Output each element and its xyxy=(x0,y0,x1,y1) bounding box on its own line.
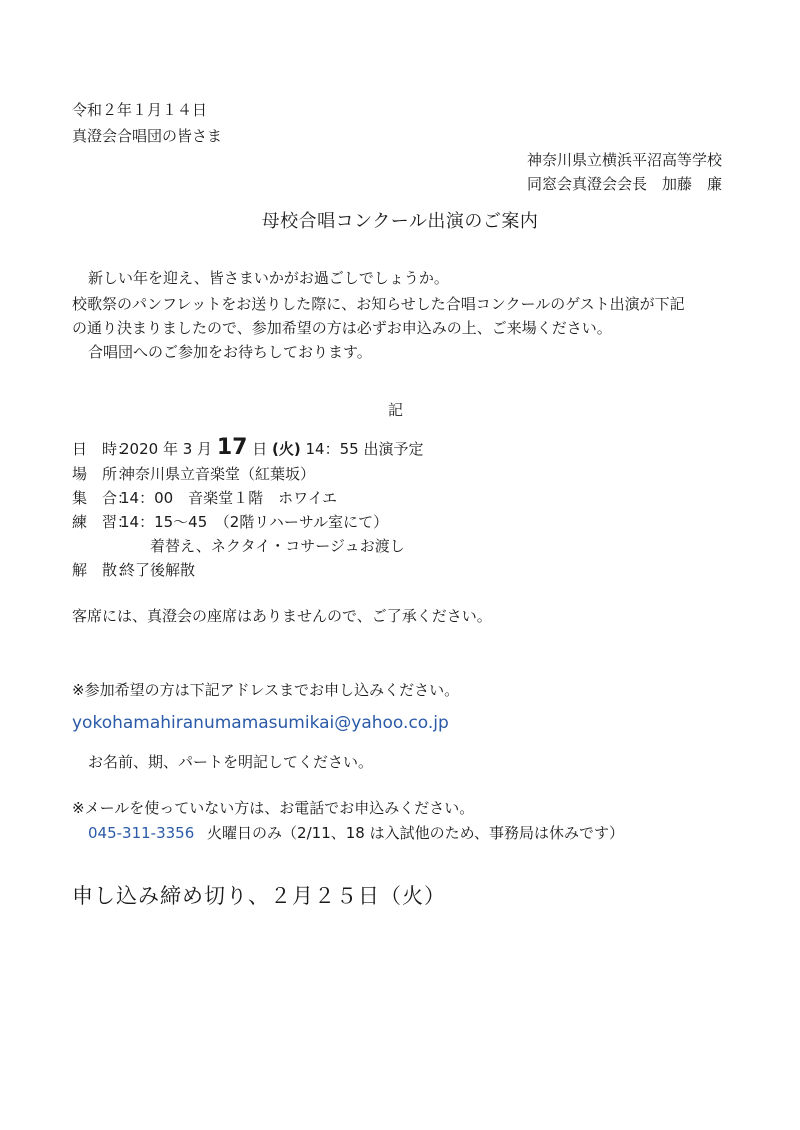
email-link[interactable]: yokohamahiranumamasumikai@yahoo.co.jp xyxy=(72,713,449,733)
body-line-1: 新しい年を迎え、皆さまいかがお過ごしでしょうか。 xyxy=(88,269,449,287)
detail-datetime-mid: 日 xyxy=(252,440,268,458)
seating-note: 客席には、真澄会の座席はありませんので、ご了承ください。 xyxy=(72,607,492,625)
detail-rehearsal xyxy=(72,512,388,532)
detail-place xyxy=(72,464,315,484)
apply-note: ※参加希望の方は下記アドレスまでお申し込みください。 xyxy=(72,681,460,699)
detail-rehearsal-value: 14：15～45 （2階リハーサル室にて） xyxy=(120,513,389,531)
detail-datetime-suffix: 14：55 出演予定 xyxy=(305,440,424,458)
detail-dismissal xyxy=(72,560,195,580)
ki-heading: 記 xyxy=(388,401,404,419)
phone-hours: 火曜日のみ（2/11、18 は入試他のため、事務局は休みです） xyxy=(207,824,624,842)
sender-school: 神奈川県立横浜平沼高等学校 xyxy=(526,151,722,169)
body-line-4: 合唱団へのご参加をお待ちしております。 xyxy=(88,343,372,361)
detail-assembly-label: 集 合： xyxy=(72,489,133,507)
body-line-2: 校歌祭のパンフレットをお送りした際に、お知らせした合唱コンクールのゲスト出演が下記 xyxy=(72,295,685,313)
detail-datetime-label: 日 時： xyxy=(72,440,133,458)
phone-line xyxy=(88,823,624,843)
deadline: 申し込み締め切り、２月２５日（火） xyxy=(72,884,446,908)
page-title: 母校合唱コンクール出演のご案内 xyxy=(261,211,539,232)
detail-datetime xyxy=(72,435,424,460)
name-note: お名前、期、パートを明記してください。 xyxy=(88,753,374,771)
addressee: 真澄会合唱団の皆さま xyxy=(72,127,223,145)
detail-dismissal-label: 解 散： xyxy=(72,561,133,579)
sender-role: 同窓会真澄会会長 加藤 廉 xyxy=(526,175,722,193)
detail-datetime-weekday: (火) xyxy=(272,440,301,458)
phone-number[interactable]: 045-311-3356 xyxy=(88,824,195,842)
detail-assembly-value: 14：00 音楽堂１階 ホワイエ xyxy=(120,489,338,507)
detail-place-label: 場 所： xyxy=(72,465,133,483)
detail-rehearsal-note: 着替え、ネクタイ・コサージュお渡し xyxy=(150,537,405,555)
detail-place-value: 神奈川県立音楽堂（紅葉坂） xyxy=(120,465,316,483)
detail-rehearsal-label: 練 習： xyxy=(72,513,133,531)
detail-assembly xyxy=(72,488,337,508)
body-line-3: の通り決まりましたので、参加希望の方は必ずお申込みの上、ご来場ください。 xyxy=(72,319,612,337)
detail-datetime-prefix: 2020 年 3 月 xyxy=(120,440,213,458)
detail-dismissal-value: 終了後解散 xyxy=(120,561,196,579)
phone-note: ※メールを使っていない方は、お電話でお申込みください。 xyxy=(72,799,475,817)
detail-datetime-day: 17 xyxy=(216,435,248,460)
letter-date: 令和２年１月１４日 xyxy=(72,101,208,119)
